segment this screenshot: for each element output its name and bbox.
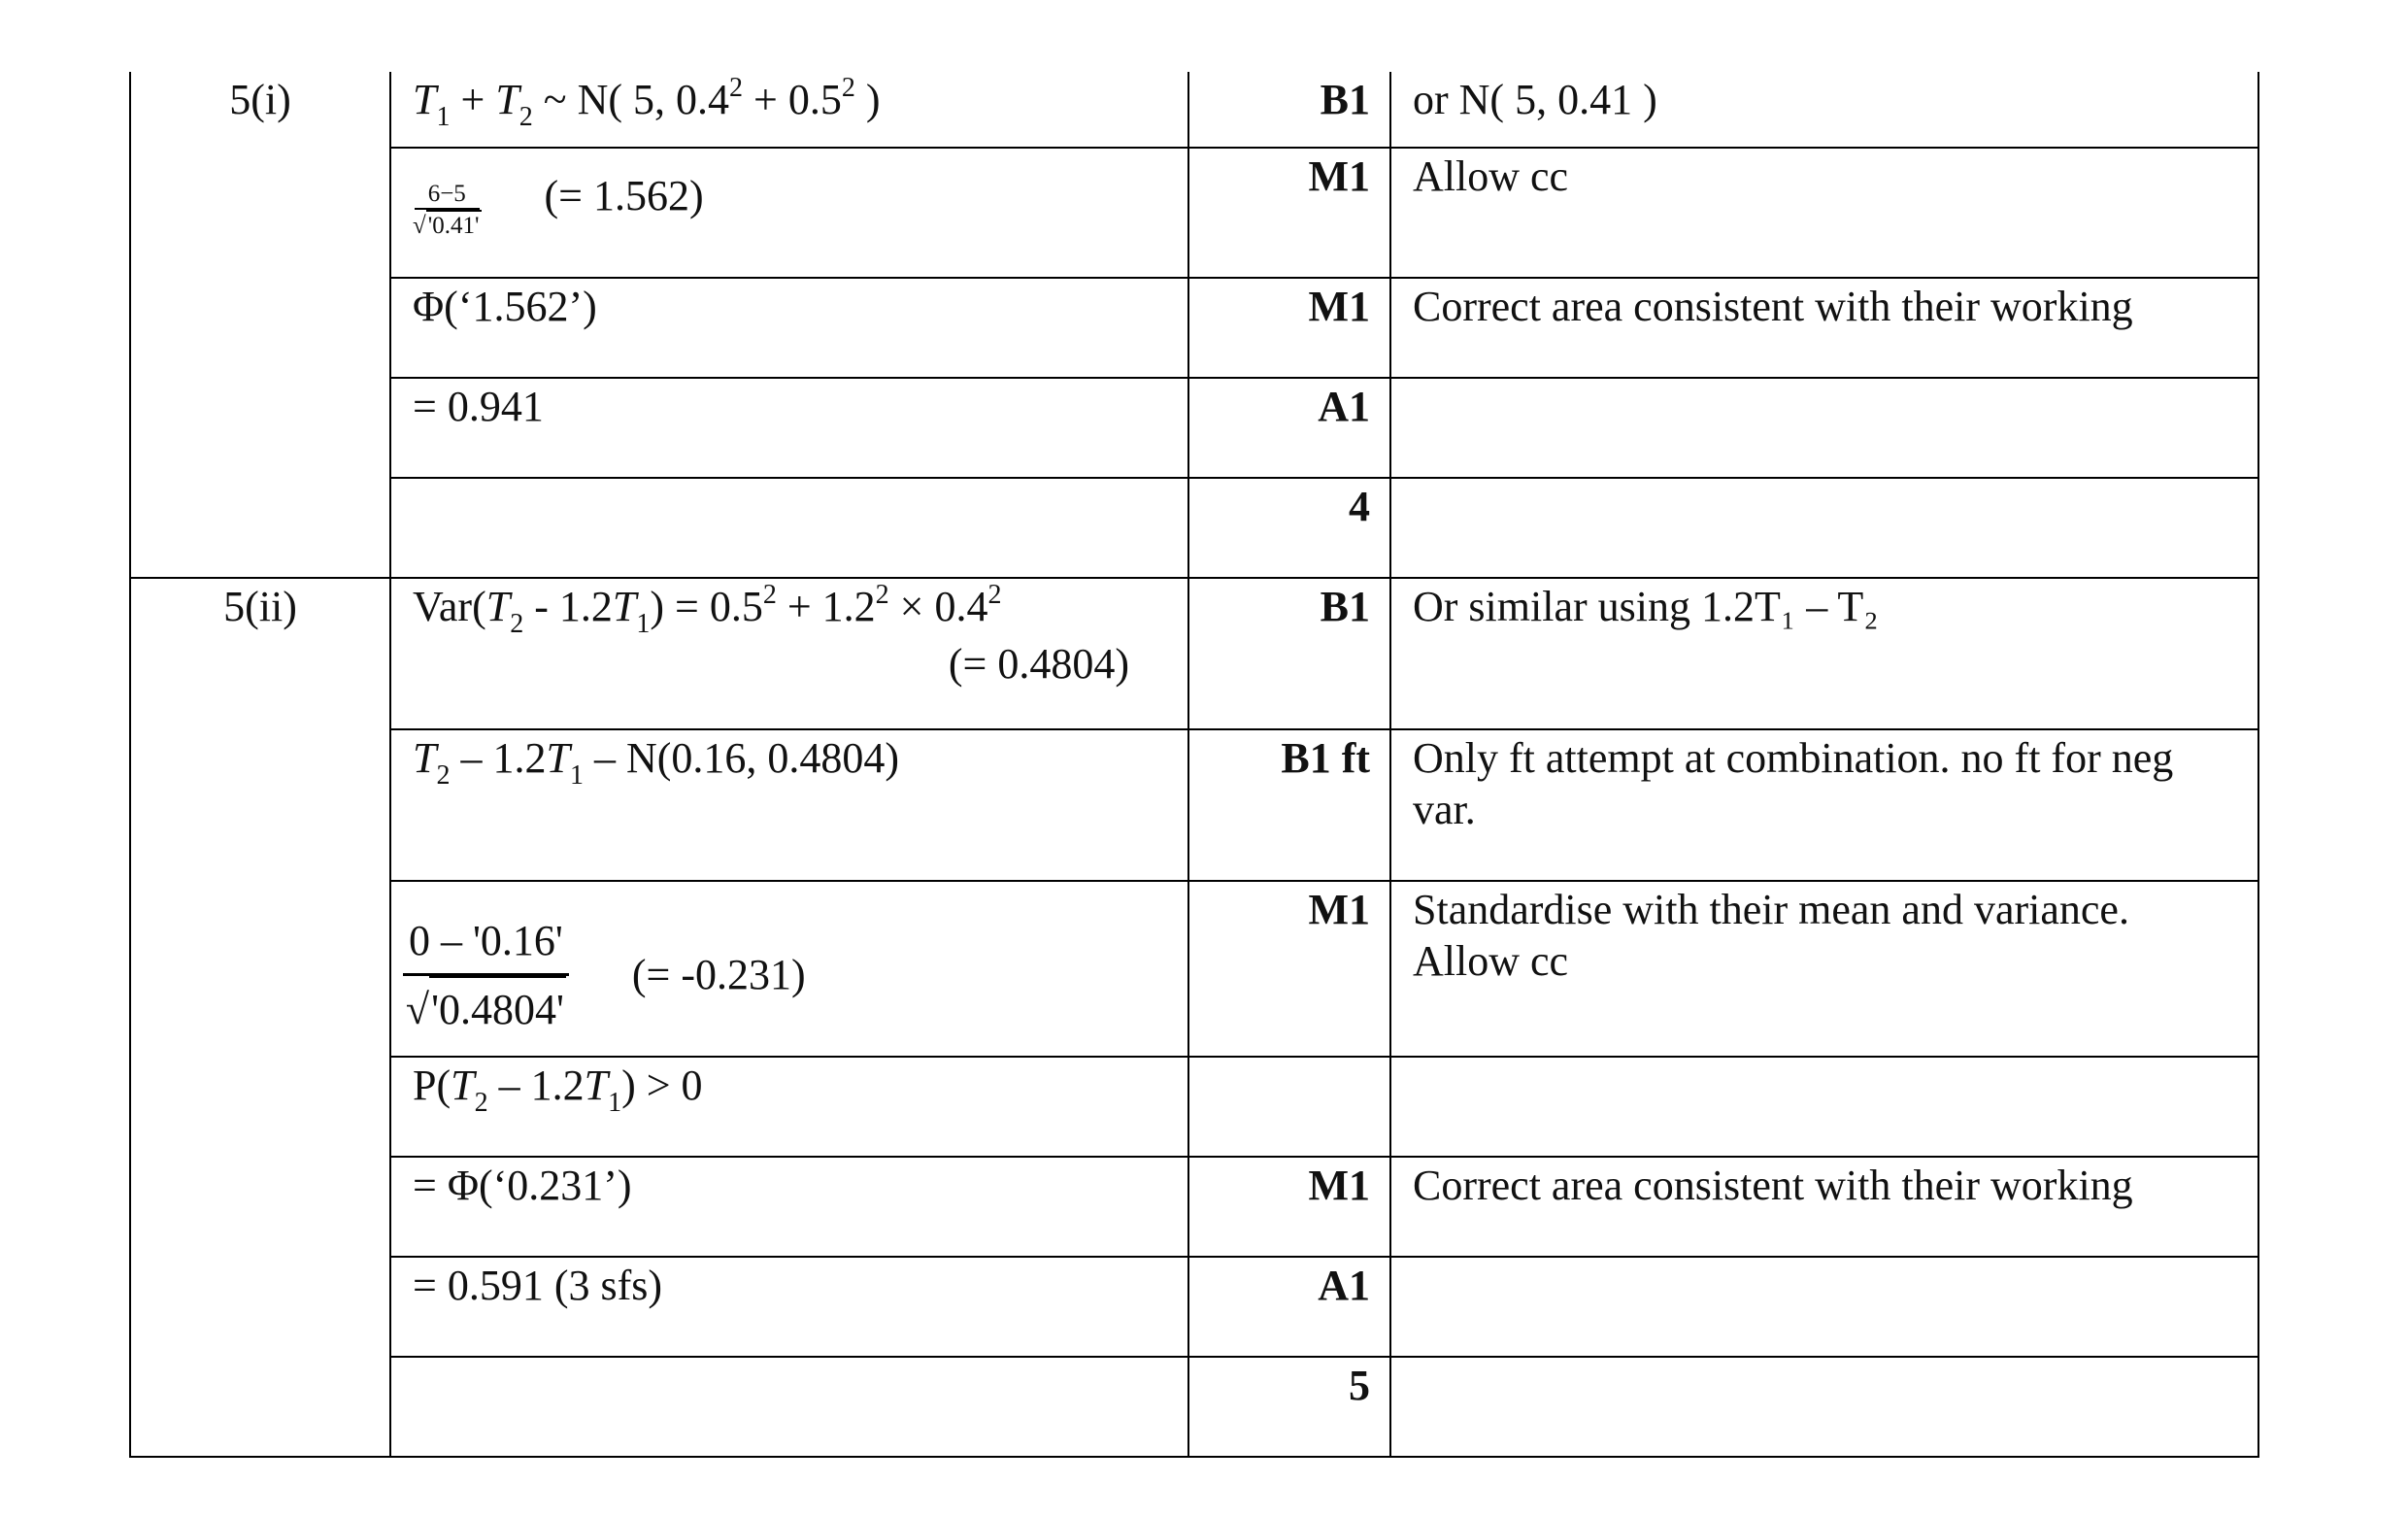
guidance-cell: Allow cc (1390, 148, 2258, 278)
guidance-cell: Correct area consistent with their working (1390, 1157, 2258, 1257)
table-row (130, 1057, 2258, 1157)
table-row (130, 1357, 2258, 1457)
table-row (130, 881, 2258, 1057)
mark-cell: B1 (1188, 578, 1390, 729)
table-row (130, 72, 2258, 148)
mark-cell: A1 (1188, 378, 1390, 478)
mark-cell: M1 (1188, 1157, 1390, 1257)
table-row (130, 148, 2258, 278)
guidance-cell (1390, 1257, 2258, 1357)
answer-cell (390, 1357, 1188, 1457)
standardise-fraction: $\frac{6-5}{√'0.41'}$ (413, 181, 480, 239)
answer-cell: $P(T_2 - 1.2T_1) > 0$ (390, 1057, 1188, 1157)
answer-cell: Φ(‘1.562’) (390, 278, 1188, 378)
mark-cell: M1 (1188, 278, 1390, 378)
table-row (130, 1157, 2258, 1257)
question-number: 5(i) (130, 72, 390, 148)
mark-scheme-table (129, 72, 2259, 1458)
answer-cell: = 0.941 (390, 378, 1188, 478)
standardise-fraction: $\frac{0 - '0.16'}{√'0.4804'}$ (403, 909, 569, 1042)
variance-result: (= 0.4804) (948, 640, 1129, 688)
mark-cell: M1 (1188, 148, 1390, 278)
table-row (130, 278, 2258, 378)
answer-result: (= -0.231) (631, 951, 806, 998)
guidance-cell: Only ft attempt at combination. no ft for neg var. (1390, 729, 2258, 881)
table-row (130, 729, 2258, 881)
answer-cell: $T_2 - 1.2T_1 - N(0.16$, 0.4804) (390, 729, 1188, 881)
answer-cell (390, 881, 1188, 1057)
mark-cell: B1 (1188, 72, 1390, 148)
mark-cell: A1 (1188, 1257, 1390, 1357)
total-mark-cell: 5 (1188, 1357, 1390, 1457)
answer-result: (= 1.562) (544, 171, 704, 219)
mark-cell: B1 ft (1188, 729, 1390, 881)
answer-cell: = Φ(‘0.231’) (390, 1157, 1188, 1257)
question-number: 5(ii) (130, 578, 390, 729)
table-row (130, 578, 2258, 729)
guidance-cell (1390, 378, 2258, 478)
guidance-cell (1390, 1057, 2258, 1157)
guidance-cell (1390, 478, 2258, 578)
answer-cell: = 0.591 (3 sfs) (390, 1257, 1188, 1357)
answer-cell (390, 148, 1188, 278)
guidance-cell: Standardise with their mean and variance. Allow cc (1390, 881, 2258, 1057)
guidance-cell (1390, 1357, 2258, 1457)
total-mark-cell: 4 (1188, 478, 1390, 578)
guidance-cell: Correct area consistent with their working (1390, 278, 2258, 378)
mark-cell: M1 (1188, 881, 1390, 1057)
table-row (130, 1257, 2258, 1357)
guidance-cell: Or similar using 1.2T₁ – T₂ (1390, 578, 2258, 729)
table-row (130, 478, 2258, 578)
answer-cell (390, 478, 1188, 578)
answer-cell: $Var(T_2 - 1.2T_1) = 0.5^2 + 1.2^2 \times 0.4^2$ (= 0.4804) (390, 578, 1188, 729)
guidance-cell: or N( 5, 0.41 ) (1390, 72, 2258, 148)
answer-cell: $T_1 + T_2$ ~ N( 5, $0.4^2 + 0.5^2$ ) (390, 72, 1188, 148)
mark-cell (1188, 1057, 1390, 1157)
table-row (130, 378, 2258, 478)
